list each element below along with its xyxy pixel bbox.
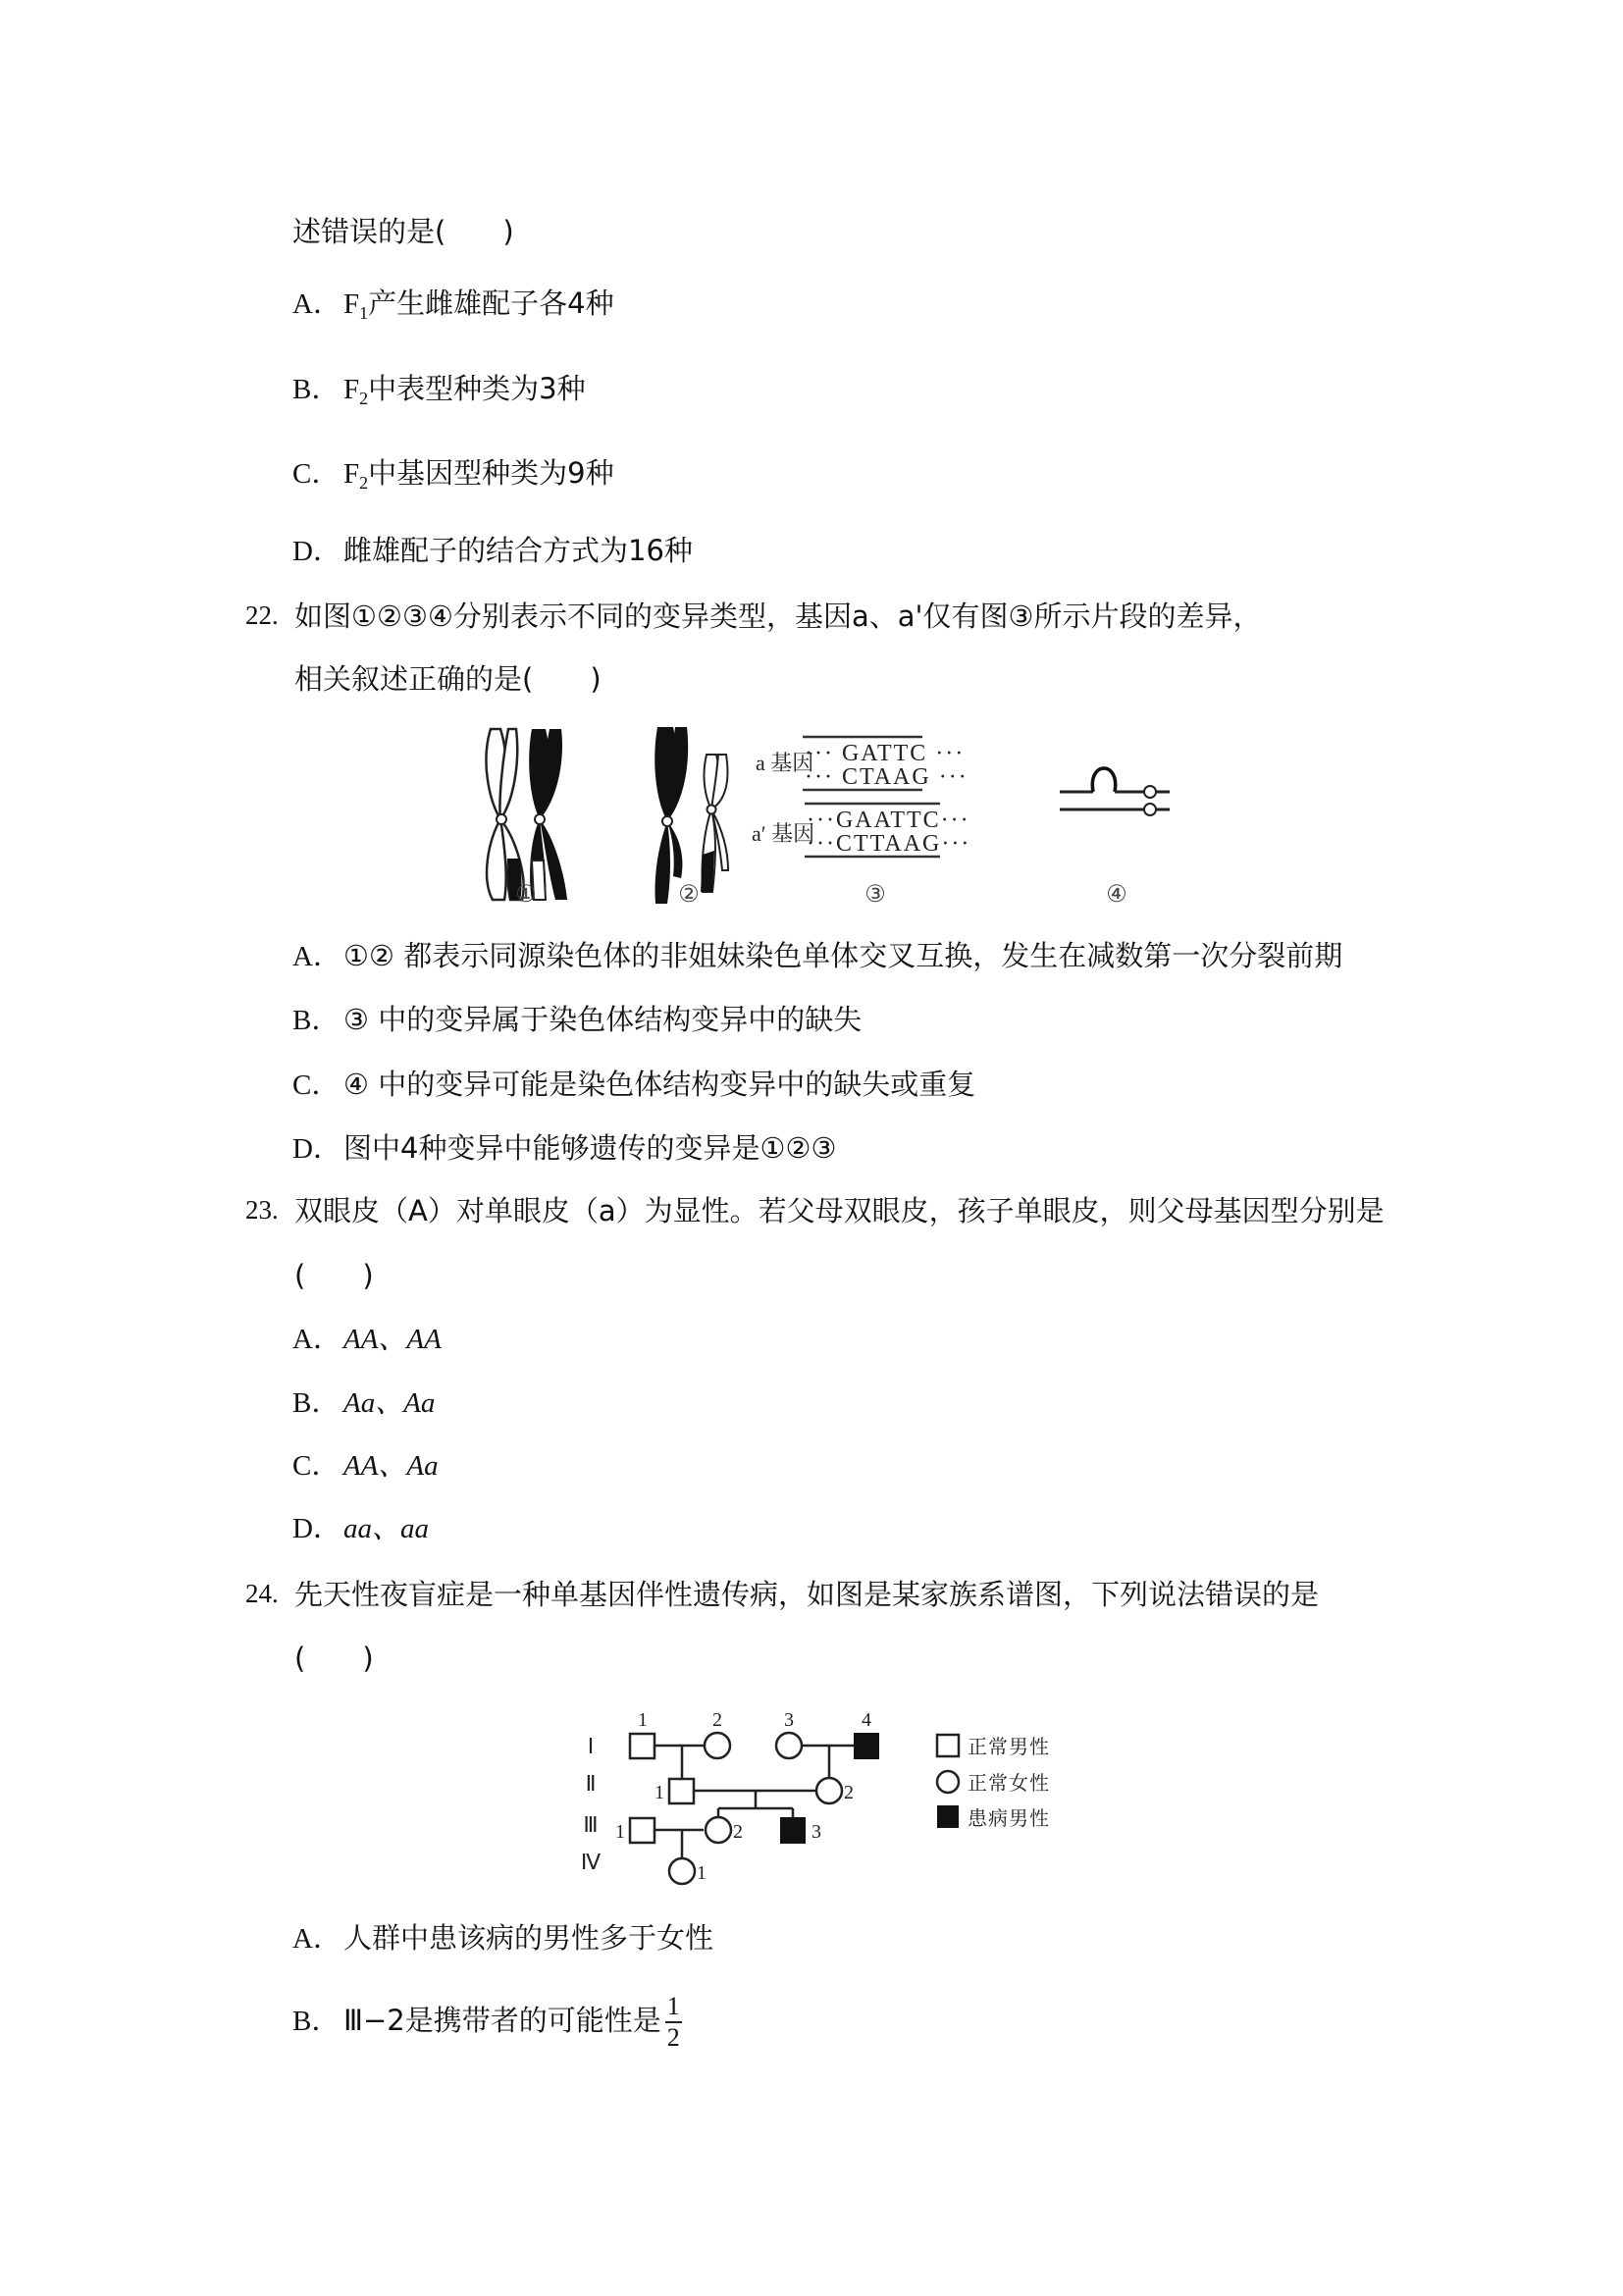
figure-label-3: ③ bbox=[864, 882, 886, 908]
gene-a-seq-bottom: ··· CTAAG ··· bbox=[805, 764, 969, 790]
q22-number: 22. bbox=[245, 600, 279, 630]
q21-stem-tail: 述错误的是( ) bbox=[292, 215, 514, 248]
generation-label-i: Ⅰ bbox=[587, 1734, 595, 1758]
label-i-1: 1 bbox=[638, 1709, 648, 1731]
pedigree-chart bbox=[569, 1702, 1119, 1908]
label-iii-3: 3 bbox=[812, 1821, 821, 1843]
pedigree-ii-1-normal-male bbox=[669, 1779, 694, 1803]
q24-stem-line1: 先天性夜盲症是一种单基因伴性遗传病，如图是某家族系谱图，下列说法错误的是 bbox=[294, 1578, 1320, 1611]
q22-option-b[interactable]: B． ③ 中的变异属于染色体结构变异中的缺失 bbox=[292, 1000, 862, 1040]
q22-option-d[interactable]: D．图中4种变异中能够遗传的变异是①②③ bbox=[292, 1128, 836, 1169]
figure-label-4: ④ bbox=[1106, 882, 1127, 908]
option-letter: B． bbox=[292, 374, 340, 405]
q22-option-c[interactable]: C． ④ 中的变异可能是染色体结构变异中的缺失或重复 bbox=[292, 1065, 975, 1105]
generation-label-ii: Ⅱ bbox=[585, 1771, 597, 1796]
q23-option-b[interactable]: B． Aa、Aa bbox=[292, 1383, 435, 1423]
pedigree-iii-1-normal-male bbox=[630, 1818, 654, 1843]
q23-number: 23. bbox=[245, 1195, 279, 1225]
legend-affected-male: 患病男性 bbox=[968, 1808, 1050, 1830]
label-i-2: 2 bbox=[712, 1709, 722, 1731]
legend-normal-female: 正常女性 bbox=[968, 1773, 1050, 1795]
option-letter: C． bbox=[292, 458, 340, 490]
q24-option-a[interactable]: A．人群中患该病的男性多于女性 bbox=[292, 1918, 713, 1958]
legend-normal-female-icon bbox=[937, 1771, 959, 1793]
option-letter: A． bbox=[292, 1923, 341, 1955]
label-i-4: 4 bbox=[862, 1709, 871, 1731]
q21-option-a[interactable]: A．$F_1$产生雌雄配子各4种 bbox=[292, 287, 614, 323]
pedigree-legend bbox=[937, 1735, 1050, 1830]
label-iii-2: 2 bbox=[733, 1821, 743, 1843]
gene-sequence-diagram bbox=[752, 737, 970, 857]
label-i-3: 3 bbox=[784, 1709, 794, 1731]
q24-option-b[interactable]: B． Ⅲ−2是携带者的可能性是 $\frac{1}{2}$ bbox=[292, 1992, 680, 2052]
chromosome-loop-diagram bbox=[1060, 768, 1170, 815]
pedigree-iv-1-normal-female bbox=[669, 1858, 695, 1884]
option-letter: C． bbox=[292, 1450, 340, 1482]
q22-option-a[interactable]: A．①② 都表示同源染色体的非姐妹染色单体交叉互换，发生在减数第一次分裂前期 bbox=[292, 936, 1342, 976]
fraction: $\frac{1}{2}$ bbox=[666, 1992, 680, 2052]
legend-normal-male-icon bbox=[937, 1735, 959, 1756]
option-letter: B． bbox=[292, 1005, 340, 1036]
option-letter: D． bbox=[292, 1513, 341, 1544]
gene-a2-label: a′ 基因 bbox=[752, 821, 815, 846]
legend-affected-male-icon bbox=[937, 1805, 959, 1828]
pedigree-i-1-normal-male bbox=[630, 1734, 654, 1758]
legend-normal-male: 正常男性 bbox=[968, 1737, 1050, 1758]
q22-stem-line1: 如图①②③④分别表示不同的变异类型，基因a、a'仅有图③所示片段的差异， bbox=[294, 600, 1262, 633]
option-letter: A． bbox=[292, 288, 341, 320]
generation-label-iii: Ⅲ bbox=[583, 1812, 599, 1837]
pedigree-iii-2-normal-female bbox=[706, 1817, 731, 1843]
chromosome-pair-2 bbox=[654, 727, 728, 904]
option-letter: A． bbox=[292, 1324, 341, 1355]
pedigree-iii-3-affected-male bbox=[780, 1817, 806, 1844]
option-letter: C． bbox=[292, 1070, 340, 1101]
gene-a-label: a 基因 bbox=[756, 751, 814, 775]
option-letter: D． bbox=[292, 536, 341, 567]
variation-figure bbox=[471, 721, 1217, 917]
gene-a2-seq-bottom: ···CTTAAG··· bbox=[807, 831, 971, 857]
label-ii-1: 1 bbox=[654, 1782, 664, 1803]
gene-a-seq-top: ··· GATTC ··· bbox=[805, 741, 966, 766]
pedigree-i-3-normal-female bbox=[776, 1733, 802, 1758]
q23-stem-line2: ( ) bbox=[294, 1259, 374, 1292]
q21-option-b[interactable]: B． $F_2$中表型种类为3种 bbox=[292, 372, 586, 408]
gene-a2-seq-top: ···GAATTC··· bbox=[807, 808, 970, 833]
q21-option-d[interactable]: D．雌雄配子的结合方式为16种 bbox=[292, 531, 693, 571]
option-letter: A． bbox=[292, 941, 341, 972]
q21-option-c[interactable]: C． $F_2$中基因型种类为9种 bbox=[292, 456, 614, 493]
chromosome-pair-1 bbox=[486, 729, 567, 900]
pedigree-ii-2-normal-female bbox=[816, 1778, 842, 1803]
pedigree-i-2-normal-female bbox=[705, 1733, 730, 1758]
figure-label-1: ① bbox=[515, 882, 537, 908]
q23-option-a[interactable]: A．AA、AA bbox=[292, 1320, 442, 1359]
figure-label-2: ② bbox=[678, 882, 700, 908]
q24-stem-line2: ( ) bbox=[294, 1642, 374, 1675]
generation-label-iv: Ⅳ bbox=[580, 1850, 602, 1874]
label-iv-1: 1 bbox=[697, 1862, 707, 1884]
q23-option-d[interactable]: D．aa、aa bbox=[292, 1509, 429, 1548]
option-letter: B． bbox=[292, 2006, 340, 2037]
label-iii-1: 1 bbox=[615, 1821, 625, 1843]
q23-option-c[interactable]: C． AA、Aa bbox=[292, 1446, 439, 1486]
q24-number: 24. bbox=[245, 1579, 279, 1608]
pedigree-i-4-affected-male bbox=[854, 1733, 879, 1759]
option-letter: D． bbox=[292, 1133, 341, 1165]
q22-stem-line2: 相关叙述正确的是( ) bbox=[294, 662, 602, 696]
option-letter: B． bbox=[292, 1387, 340, 1419]
label-ii-2: 2 bbox=[844, 1782, 854, 1803]
q23-stem-line1: 双眼皮（A）对单眼皮（a）为显性。若父母双眼皮，孩子单眼皮，则父母基因型分别是 bbox=[294, 1194, 1385, 1227]
